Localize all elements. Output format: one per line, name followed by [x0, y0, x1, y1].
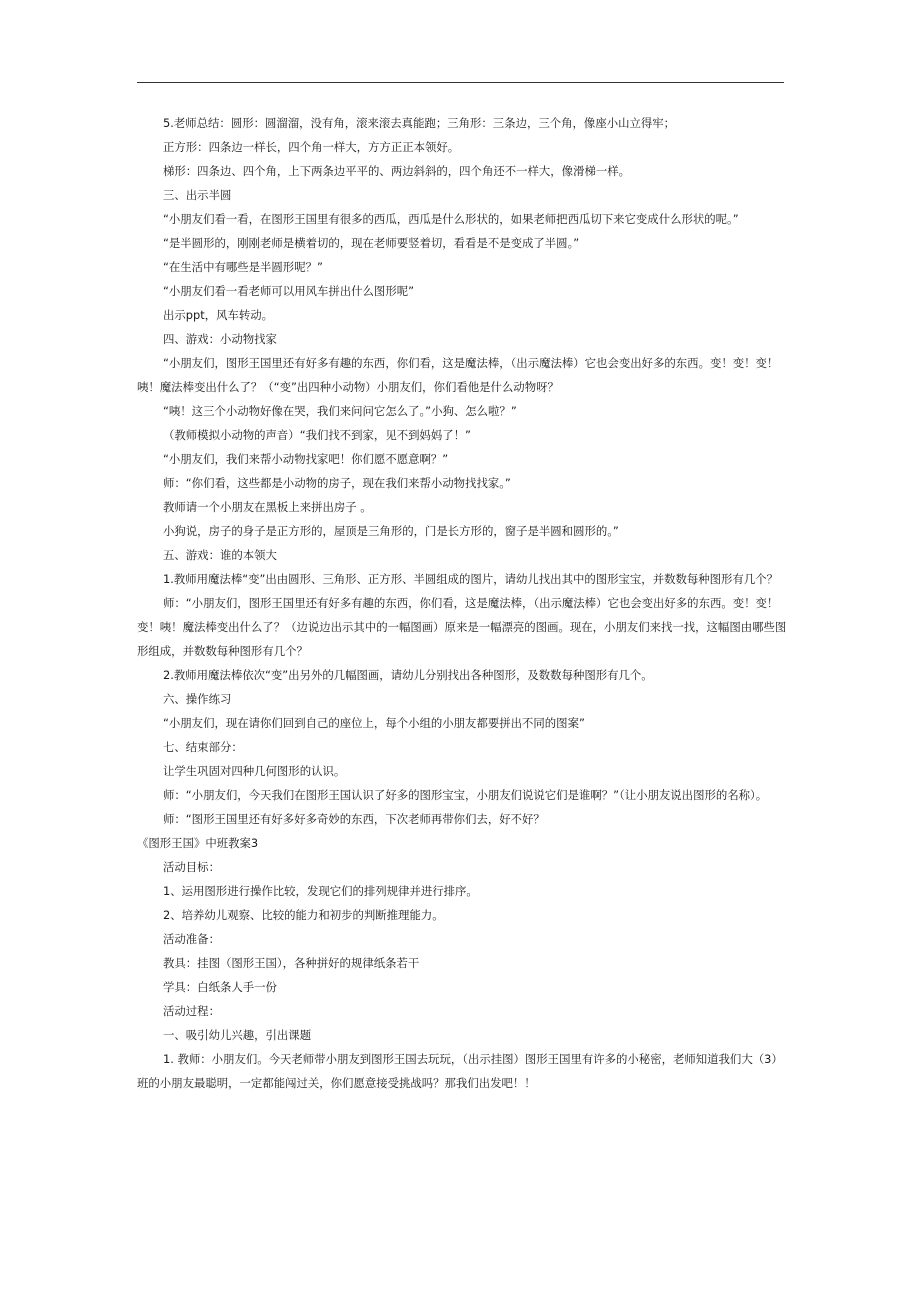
- paragraph: 教具：挂图（图形王国），各种拼好的规律纸条若干: [163, 956, 420, 970]
- paragraph: 1.教师用魔法棒“变”出由圆形、三角形、正方形、半圆组成的图片，请幼儿找出其中的图形宝宝，并数数每种图形有几个？: [163, 572, 778, 586]
- section-heading: 三、出示半圆: [163, 188, 232, 202]
- paragraph: 学具：白纸条人手一份: [163, 980, 277, 994]
- paragraph: （教师模拟小动物的声音）“我们找不到家，见不到妈妈了！”: [163, 428, 471, 442]
- paragraph: 活动过程：: [163, 1004, 220, 1018]
- paragraph: “是半圆形的，刚刚老师是横着切的，现在老师要竖着切，看看是不是变成了半圆。”: [163, 236, 580, 250]
- paragraph: “咦！这三个小动物好像在哭，我们来问问它怎么了。”小狗、怎么啦？”: [163, 404, 517, 418]
- paragraph: 小狗说，房子的身子是正方形的，屋顶是三角形的，门是长方形的，窗子是半圆和圆形的。”: [163, 524, 619, 538]
- paragraph: 梯形：四条边、四个角，上下两条边平平的、两边斜斜的，四个角还不一样大，像滑梯一样。: [163, 164, 631, 178]
- header-rule: [137, 82, 784, 83]
- section-heading: 七、结束部分：: [163, 740, 243, 754]
- paragraph: 师：“小朋友们，图形王国里还有好多有趣的东西，你们看，这是魔法棒，（出示魔法棒）它也会变出好多的东西。变！变！变！咦！魔法棒变出什么了？（边说边出示其中的一幅图画）原来是一幅漂亮的图画。现在，小朋友们来找一找，这幅图由哪些图形组成，并数数每种图形有几个？: [137, 596, 787, 658]
- paragraph: “小朋友们，现在请你们回到自己的座位上，每个小组的小朋友都要拼出不同的图案”: [163, 716, 585, 730]
- paragraph: 活动目标：: [163, 860, 220, 874]
- paragraph: 2、培养幼儿观察、比较的能力和初步的判断推理能力。: [163, 908, 444, 922]
- paragraph: 出示ppt，风车转动。: [163, 308, 274, 322]
- paragraph: 5.老师总结：圆形：圆溜溜，没有角，滚来滚去真能跑；三角形：三条边，三个角，像座小山立得牢；: [163, 116, 676, 130]
- paragraph: “小朋友们看一看，在图形王国里有很多的西瓜，西瓜是什么形状的，如果老师把西瓜切下来它变成什么形状的呢。”: [163, 212, 739, 226]
- paragraph: “在生活中有哪些是半圆形呢？”: [163, 260, 323, 274]
- section-heading: 一、吸引幼儿兴趣，引出课题: [163, 1028, 312, 1042]
- paragraph: “小朋友们看一看老师可以用风车拼出什么图形呢”: [163, 284, 415, 298]
- paragraph: 1、运用图形进行操作比较，发现它们的排列规律并进行排序。: [163, 884, 478, 898]
- paragraph: 正方形：四条边一样长，四个角一样大，方方正正本领好。: [163, 140, 460, 154]
- document-body: [137, 111, 787, 1095]
- paragraph: 活动准备：: [163, 932, 220, 946]
- paragraph: 师：“图形王国里还有好多好多奇妙的东西，下次老师再带你们去，好不好？: [163, 812, 545, 826]
- paragraph: 师：“你们看，这些都是小动物的房子，现在我们来帮小动物找找家。”: [163, 476, 511, 490]
- paragraph: 师：“小朋友们，今天我们在图形王国认识了好多的图形宝宝，小朋友们说说它们是谁啊？”（让小朋友说出图形的名称）。: [163, 788, 768, 802]
- paragraph: 2.教师用魔法棒依次“变”出另外的几幅图画，请幼儿分别找出各种图形，及数数每种图形有几个。: [163, 668, 653, 682]
- paragraph: “小朋友们，我们来帮小动物找家吧！你们愿不愿意啊？”: [163, 452, 449, 466]
- paragraph: “小朋友们，图形王国里还有好多有趣的东西，你们看，这是魔法棒，（出示魔法棒）它也会变出好多的东西。变！变！变！咦！魔法棒变出什么了？（“变”出四种小动物）小朋友们，你们看他是什么动物呀？: [137, 356, 779, 394]
- document-title: 《图形王国》中班教案3: [137, 836, 259, 850]
- paragraph: 让学生巩固对四种几何图形的认识。: [163, 764, 346, 778]
- paragraph: 1. 教师：小朋友们。今天老师带小朋友到图形王国去玩玩，（出示挂图）图形王国里有许多的小秘密，老师知道我们大（3）班的小朋友最聪明，一定都能闯过关，你们愿意接受挑战吗？那我们出发吧！！: [137, 1052, 783, 1090]
- section-heading: 六、操作练习: [163, 692, 232, 706]
- paragraph: 教师请一个小朋友在黑板上来拼出房子 。: [163, 500, 372, 514]
- section-heading: 四、游戏：小动物找家: [163, 332, 277, 346]
- section-heading: 五、游戏：谁的本领大: [163, 548, 277, 562]
